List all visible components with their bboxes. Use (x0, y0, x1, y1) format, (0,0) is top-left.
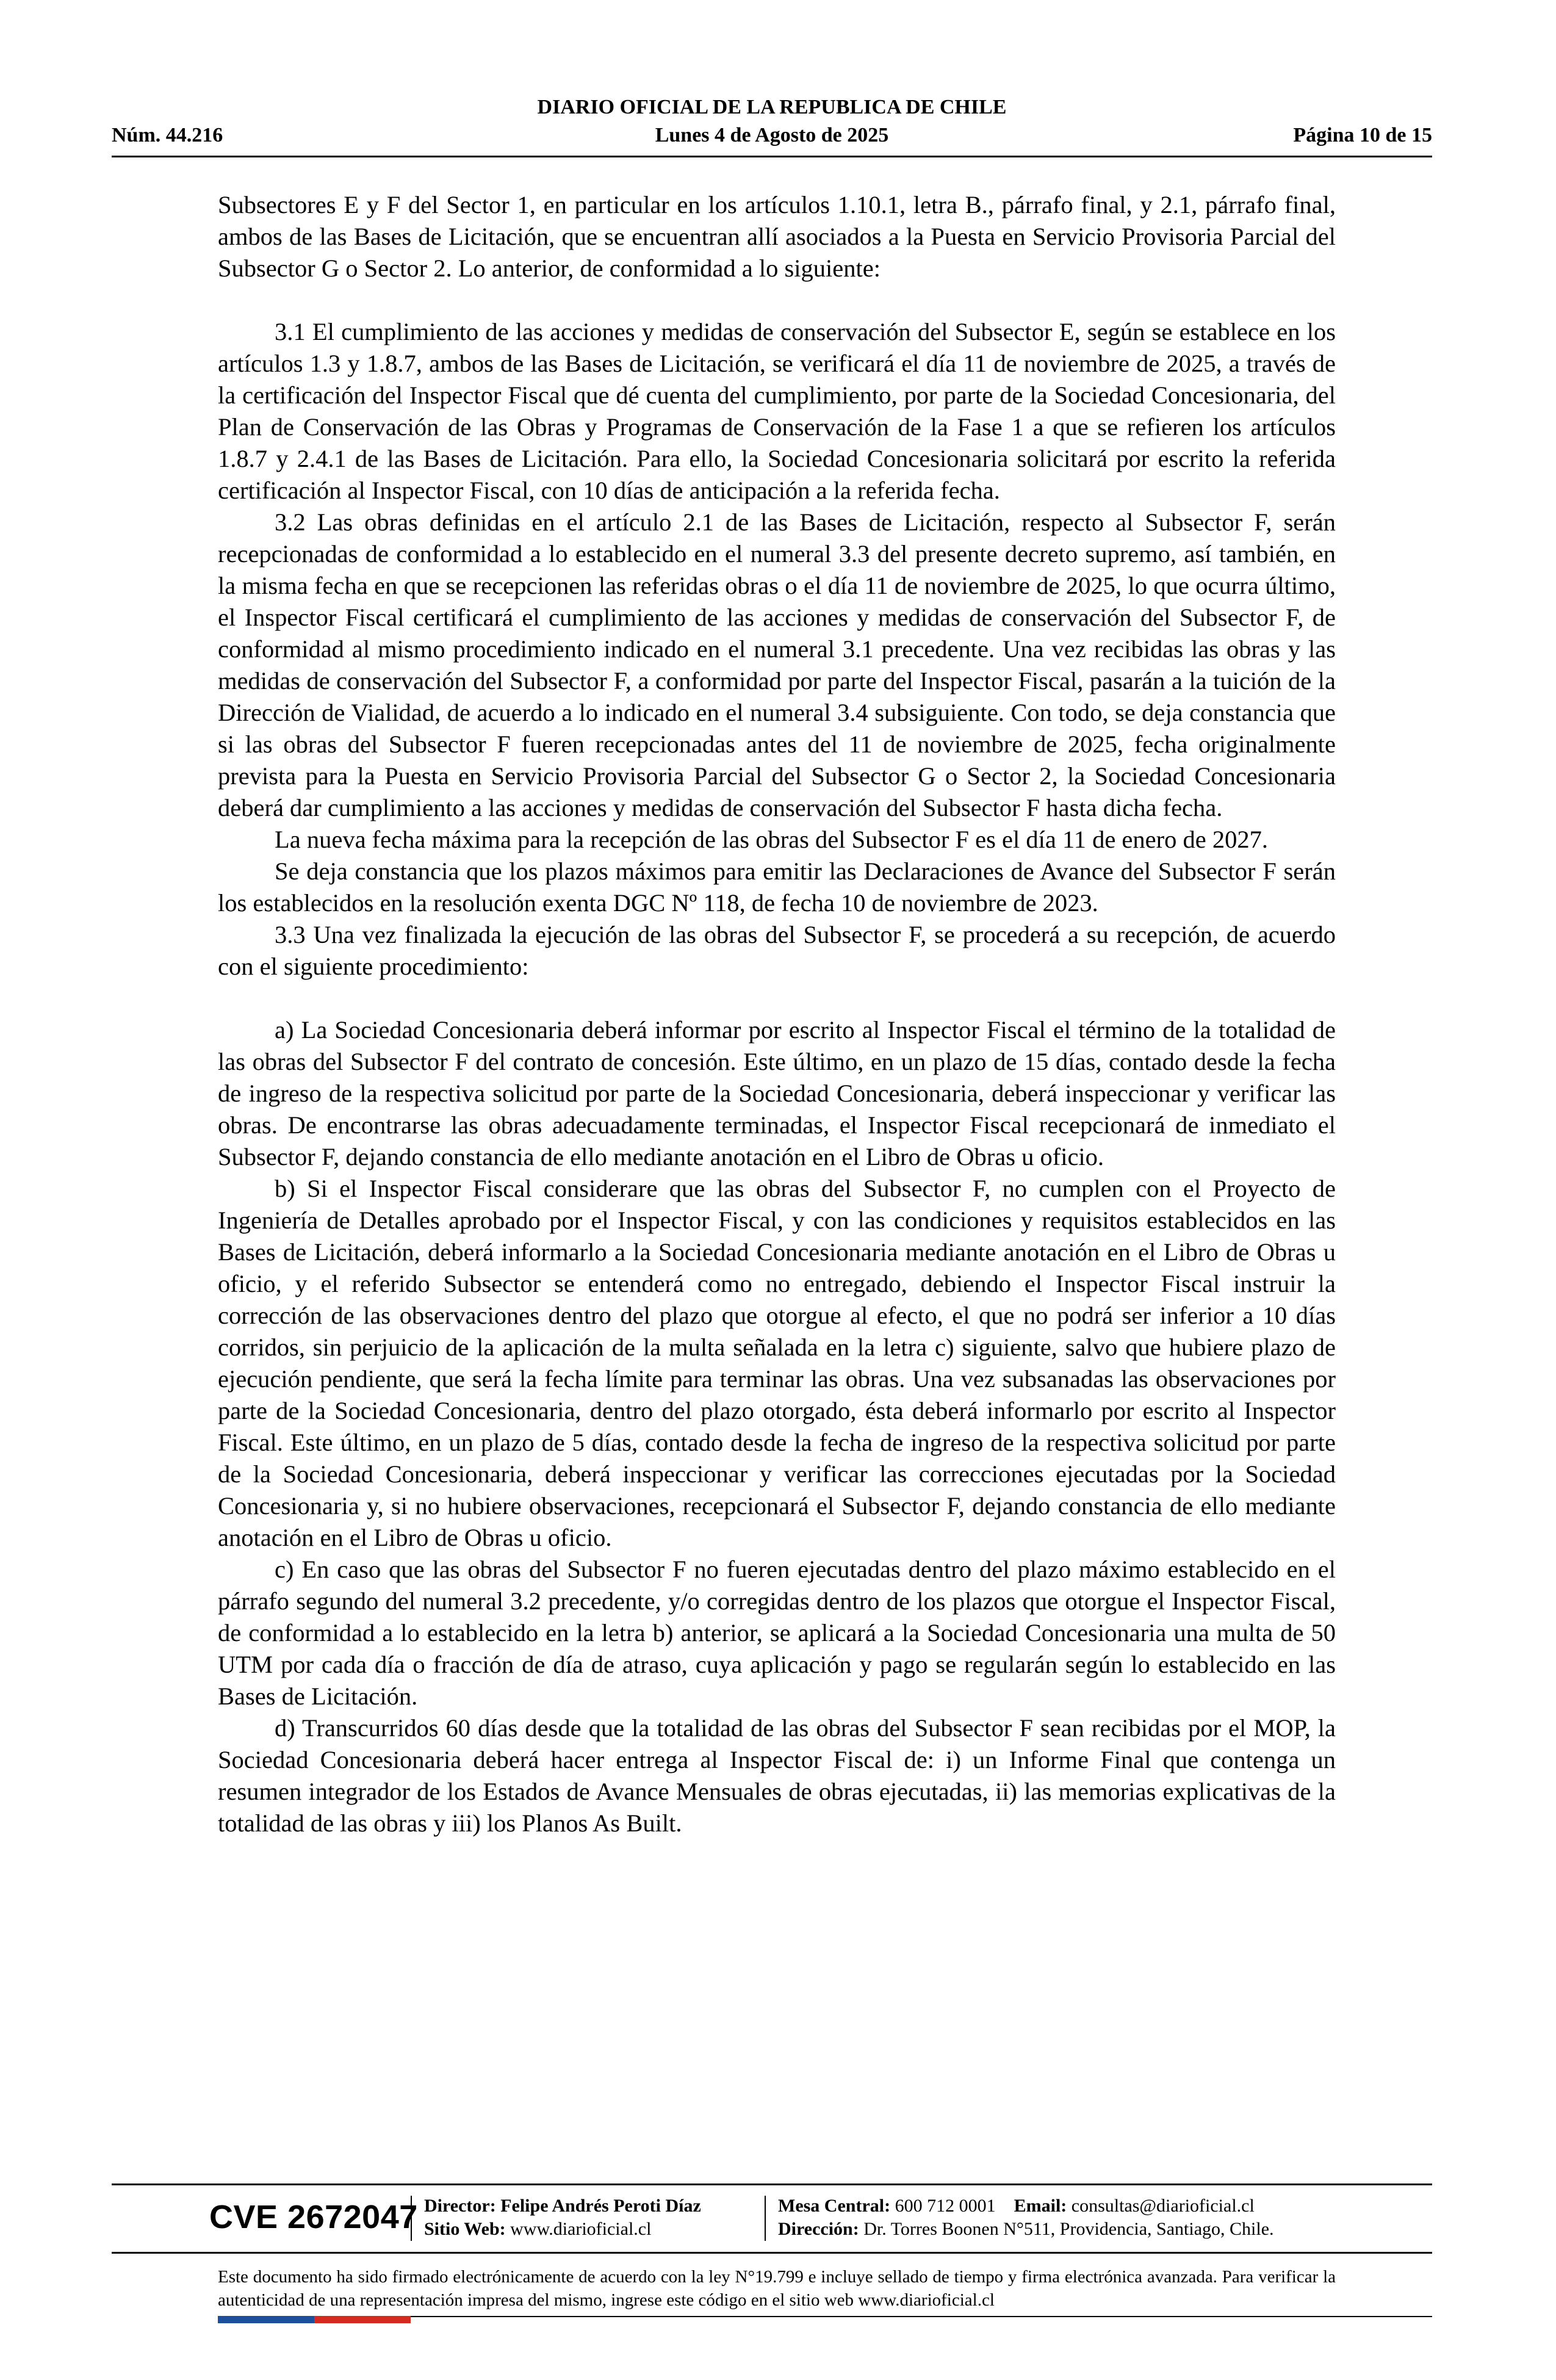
footer-info (112, 2185, 1432, 2251)
mesa-label: Mesa Central: (778, 2196, 891, 2216)
footer-bottom-rule (112, 2252, 1432, 2254)
page-header (112, 96, 1432, 157)
newspaper-title: DIARIO OFICIAL DE LA REPUBLICA DE CHILE (537, 96, 1007, 118)
paragraph: a) La Sociedad Concesionaria deberá informar por escrito al Inspector Fiscal el término de la totalidad de las obras del Subsector F del contrato de concesión. Este último, en un plazo de 15 días, contado desde la fecha de ingreso de la respectiva solicitud por parte de la Sociedad Concesionaria, deberá inspeccionar y verificar las obras. De encontrarse las obras adecuadamente terminadas, el Inspector Fiscal recepcionará de inmediato el Subsector F, dejando constancia de ello mediante anotación en el Libro de Obras u oficio. (218, 1016, 1336, 1170)
paragraph: La nueva fecha máxima para la recepción de las obras del Subsector F es el día 11 de enero de 2027. (275, 826, 1268, 853)
paragraph: b) Si el Inspector Fiscal considerare que las obras del Subsector F, no cumplen con el Proyecto de Ingeniería de Detalles aprobado por el Inspector Fiscal, y con las condiciones y requisitos establecidos en las Bases de Licitación, deberá informarlo a la Sociedad Concesionaria mediante anotación en el Libro de Obras u oficio, y el referido Subsector se entenderá como no entregado, debiendo el Inspector Fiscal instruir la corrección de las observaciones dentro del plazo que otorgue al efecto, el que no podrá ser inferior a 10 días corridos, sin perjuicio de la aplicación de la multa señalada en la letra c) siguiente, salvo que hubiere plazo de ejecución pendiente, que será la fecha límite para terminar las obras. Una vez subsanadas las observaciones por parte de la Sociedad Concesionaria, dentro del plazo otorgado, ésta deberá informarlo por escrito al Inspector Fiscal. Este último, en un plazo de 5 días, contado desde la fecha de ingreso de la respectiva solicitud por parte de la Sociedad Concesionaria, deberá inspeccionar y verificar las correcciones ejecutadas por la Sociedad Concesionaria y, si no hubiere observaciones, recepcionará el Subsector F, dejando constancia de ello mediante anotación en el Libro de Obras u oficio. (218, 1175, 1336, 1551)
footer-director-block (424, 2194, 701, 2241)
director-name: Felipe Andrés Peroti Díaz (500, 2196, 701, 2216)
issue-date: Lunes 4 de Agosto de 2025 (655, 124, 889, 146)
address-label: Dirección: (778, 2219, 859, 2239)
paragraph: c) En caso que las obras del Subsector F no fueren ejecutadas dentro del plazo máximo establecido en el párrafo segundo del numeral 3.2 precedente, y/o corregidas dentro de los plazos que otorgue el Inspector Fiscal, de conformidad a lo establecido en la letra b) anterior, se aplicará a la Sociedad Concesionaria una multa de 50 UTM por cada día o fracción de día de atraso, cuya aplicación y pago se regularán según lo establecido en las Bases de Licitación. (218, 1556, 1336, 1710)
cve-code: CVE 2672047 (209, 2199, 418, 2235)
paragraph: Se deja constancia que los plazos máximos para emitir las Declaraciones de Avance del Subsector F serán los establecidos en la resolución exenta DGC Nº 118, de fecha 10 de noviembre de 2023. (218, 857, 1336, 917)
flag-blue-segment (218, 2316, 314, 2323)
director-label: Director: (424, 2196, 496, 2216)
paragraph: 3.3 Una vez finalizada la ejecución de las obras del Subsector F, se procederá a su recepción, de acuerdo con el siguiente procedimiento: (218, 921, 1336, 980)
paragraph: 3.2 Las obras definidas en el artículo 2.1 de las Bases de Licitación, respecto al Subsector F, serán recepcionadas de conformidad a lo establecido en el numeral 3.3 del presente decreto supremo, así también, en la misma fecha en que se recepcionen las referidas obras o el día 11 de noviembre de 2025, lo que ocurra último, el Inspector Fiscal certificará el cumplimiento de las acciones y medidas de conservación del Subsector F, de conformidad al mismo procedimiento indicado en el numeral 3.1 precedente. Una vez recibidas las obras y las medidas de conservación del Subsector F, a conformidad por parte del Inspector Fiscal, pasarán a la tuición de la Dirección de Vialidad, de acuerdo a lo indicado en el numeral 3.4 subsiguiente. Con todo, se deja constancia que si las obras del Subsector F fueren recepcionadas antes del 11 de noviembre de 2025, fecha originalmente prevista para la Puesta en Servicio Provisoria Parcial del Subsector G o Sector 2, la Sociedad Concesionaria deberá dar cumplimiento a las acciones y medidas de conservación del Subsector F hasta dicha fecha. (218, 508, 1336, 821)
footer-contact-block (778, 2194, 1274, 2241)
address-value: Dr. Torres Boonen N°511, Providencia, Santiago, Chile. (863, 2219, 1274, 2239)
website-label: Sitio Web: (424, 2219, 506, 2239)
email-label: Email: (1014, 2196, 1067, 2216)
email-link[interactable]: consultas@diarioficial.cl (1071, 2196, 1255, 2216)
paragraph: Subsectores E y F del Sector 1, en particular en los artículos 1.10.1, letra B., párrafo final, y 2.1, párrafo final, ambos de las Bases de Licitación, que se encuentran allí asociados a la Puesta en Servicio Provisoria Parcial del Subsector G o Sector 2. Lo anterior, de conformidad a lo siguiente: (218, 191, 1336, 282)
issue-number: Núm. 44.216 (112, 124, 223, 146)
flag-red-segment (314, 2316, 411, 2323)
flag-color-bar (218, 2316, 411, 2323)
paragraph: 3.1 El cumplimiento de las acciones y medidas de conservación del Subsector E, según se establece en los artículos 1.3 y 1.8.7, ambos de las Bases de Licitación, se verificará el día 11 de noviembre de 2025, a través de la certificación del Inspector Fiscal que dé cuenta del cumplimiento, por parte de la Sociedad Concesionaria, del Plan de Conservación de las Obras y Programas de Conservación de la Fase 1 a que se refieren los artículos 1.8.7 y 2.4.1 de las Bases de Licitación. Para ello, la Sociedad Concesionaria solicitará por escrito la referida certificación al Inspector Fiscal, con 10 días de anticipación a la referida fecha. (218, 318, 1336, 504)
page-number: Página 10 de 15 (1293, 124, 1432, 146)
website-link[interactable]: www.diarioficial.cl (510, 2219, 652, 2239)
signature-disclaimer: Este documento ha sido firmado electrónicamente de acuerdo con la ley N°19.799 e incluye sellado de tiempo y firma electrónica avanzada. Para verificar la autenticidad de una representación impresa del mismo, ingrese este código en el sitio web www.diarioficial.cl (218, 2267, 1336, 2310)
footer-divider (411, 2196, 412, 2241)
paragraph: d) Transcurridos 60 días desde que la totalidad de las obras del Subsector F sean recibidas por el MOP, la Sociedad Concesionaria deberá hacer entrega al Inspector Fiscal de: i) un Informe Final que contenga un resumen integrador de los Estados de Avance Mensuales de obras ejecutadas, ii) las memorias explicativas de la totalidad de las obras y iii) los Planos As Built. (218, 1714, 1336, 1837)
footer-divider (765, 2196, 766, 2241)
document-body (218, 189, 1336, 1839)
mesa-phone: 600 712 0001 (895, 2196, 996, 2216)
